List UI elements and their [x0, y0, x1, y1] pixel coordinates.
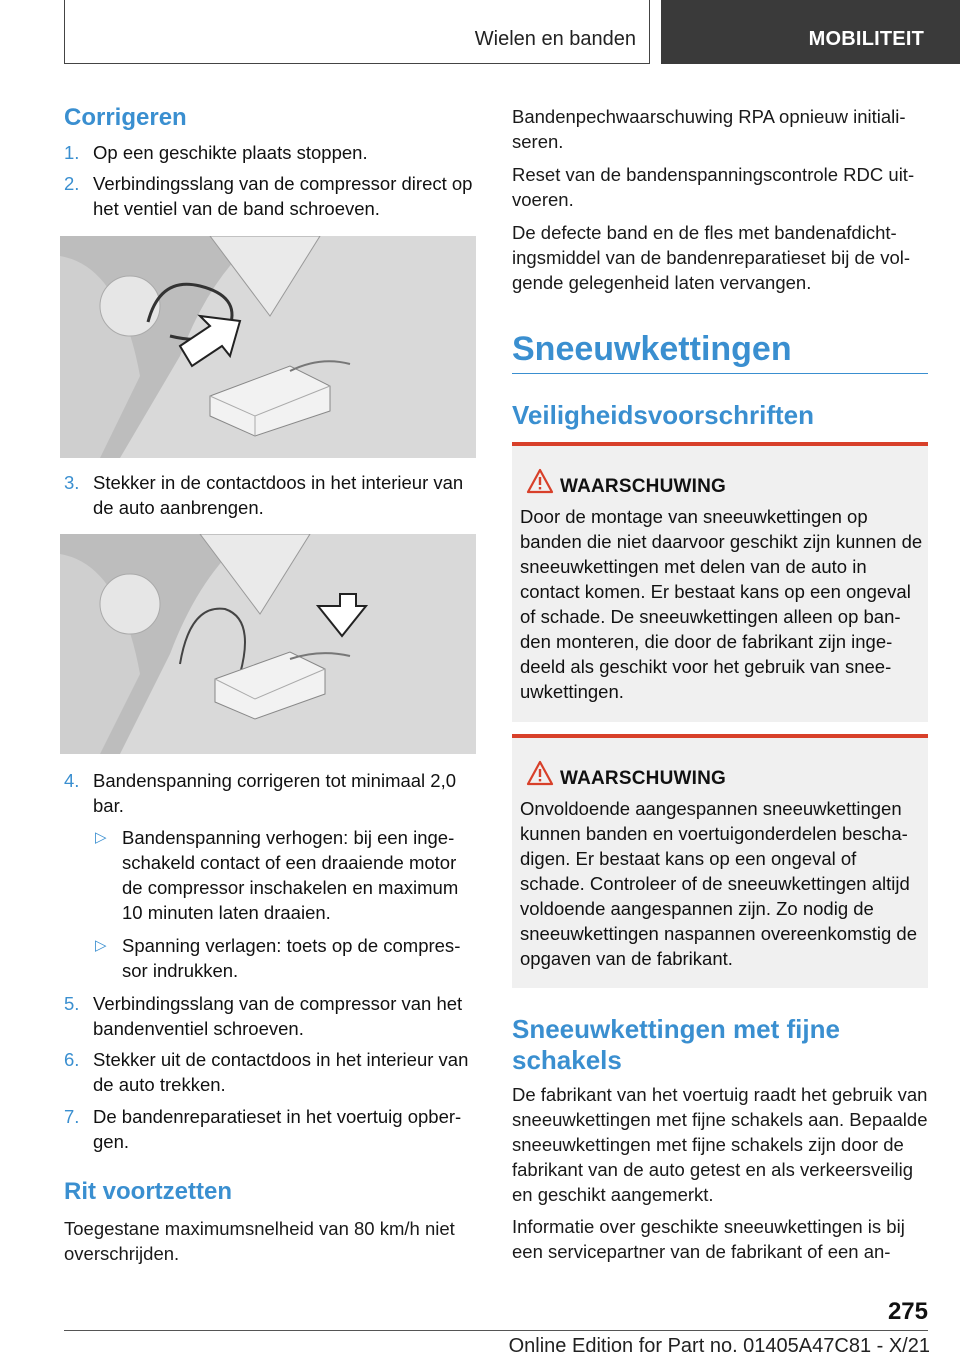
step-number: 4. — [64, 770, 80, 791]
footer-rule — [64, 1330, 928, 1331]
step-text: Bandenspanning corrigeren tot minimaal 2,0 bar. — [93, 770, 457, 816]
step-number: 6. — [64, 1049, 80, 1070]
heading-veiligheidsvoorschriften: Veiligheidsvoorschriften — [512, 400, 814, 430]
illustration-compressor-socket — [60, 534, 476, 754]
heading-sneeuwkettingen: Sneeuwkettingen — [512, 330, 792, 368]
illustration-compressor-valve — [60, 236, 476, 458]
warning-triangle-icon — [526, 760, 554, 786]
header-tab-label: MOBILITEIT — [808, 28, 924, 50]
heading-rule — [512, 373, 928, 374]
heading-corrigeren: Corrigeren — [64, 104, 187, 131]
triangle-right-icon: ▷ — [95, 937, 107, 954]
heading-fijne-schakels: Sneeuwkettingen met fijne schakels — [512, 1014, 840, 1075]
warning-text: Door de montage van sneeuwkettingen op banden die niet daarvoor geschikt zijn kunnen de sneeuwkettingen met delen van de auto in contact komen. Er bestaat kans op een ongeval of schade. De sneeuwkettingen alleen op banden monteren, die door de fabrikant zijn ingedeeld als geschikt voor het gebruik van sneeuwkettingen. — [520, 506, 923, 702]
warning-box-1 — [512, 442, 928, 722]
step-number: 3. — [64, 472, 80, 493]
footer-edition: Online Edition for Part no. 01405A47C81 - X/21 — [508, 1335, 930, 1357]
page-number: 275 — [887, 1298, 928, 1325]
step-text: Op een geschikte plaats stoppen. — [93, 142, 368, 163]
substep-text: Bandenspanning verhogen: bij een ingeschakeld contact of een draaiende motor de compressor inschakelen en maximum 10 minuten laten draaien. — [122, 827, 459, 923]
warning-triangle-icon — [526, 468, 554, 494]
substep-text: Spanning verlagen: toets op de compressor indrukken. — [122, 935, 461, 981]
warning-box-2 — [512, 734, 928, 988]
warning-text: Onvoldoende aangespannen sneeuwkettingen kunnen banden en voertuigonderdelen beschadigen. Er bestaat kans op een ongeval of schade. Controleer of de sneeuwkettingen altijd voldoende aangespannen zijn. Zo nodig de sneeuwkettingen naspannen overeenkomstig de opgaven van de fabrikant. — [520, 798, 918, 969]
warning-label: WAARSCHUWING — [560, 768, 726, 789]
intro-paragraph-1: Bandenpechwaarschuwing RPA opnieuw initialiseren. — [512, 106, 906, 152]
rit-text: Toegestane maximumsnelheid van 80 km/h niet overschrijden. — [64, 1218, 455, 1264]
step-number: 5. — [64, 993, 80, 1014]
step-number: 7. — [64, 1106, 80, 1127]
warning-label: WAARSCHUWING — [560, 476, 726, 497]
step-number: 2. — [64, 173, 80, 194]
heading-rit-voortzetten: Rit voortzetten — [64, 1178, 232, 1205]
step-text: De bandenreparatieset in het voertuig opbergen. — [93, 1106, 462, 1152]
step-text: Verbindingsslang van de compressor direct op het ventiel van de band schroeven. — [93, 173, 473, 219]
body-paragraph-2: Informatie over geschikte sneeuwkettingen is bij een servicepartner van de fabrikant of een an- — [512, 1216, 905, 1262]
intro-paragraph-2: Reset van de bandenspanningscontrole RDC uitvoeren. — [512, 164, 915, 210]
step-text: Verbindingsslang van de compressor van het bandenventiel schroeven. — [93, 993, 463, 1039]
triangle-right-icon: ▷ — [95, 829, 107, 846]
header-section-title: Wielen en banden — [474, 28, 636, 50]
step-number: 1. — [64, 142, 80, 163]
body-paragraph-1: De fabrikant van het voertuig raadt het gebruik van sneeuwkettingen met fijne schakels aan. Bepaalde sneeuwkettingen met fijne schakels zijn door de fabrikant van de auto getest en als verkeersveilig en geschikt aangemerkt. — [512, 1084, 928, 1205]
step-text: Stekker uit de contactdoos in het interieur van de auto trekken. — [93, 1049, 469, 1095]
step-text: Stekker in de contactdoos in het interieur van de auto aanbrengen. — [93, 472, 464, 518]
intro-paragraph-3: De defecte band en de fles met bandenafdichtingsmiddel van de bandenreparatieset bij de volgende gelegenheid laten vervangen. — [512, 222, 911, 293]
